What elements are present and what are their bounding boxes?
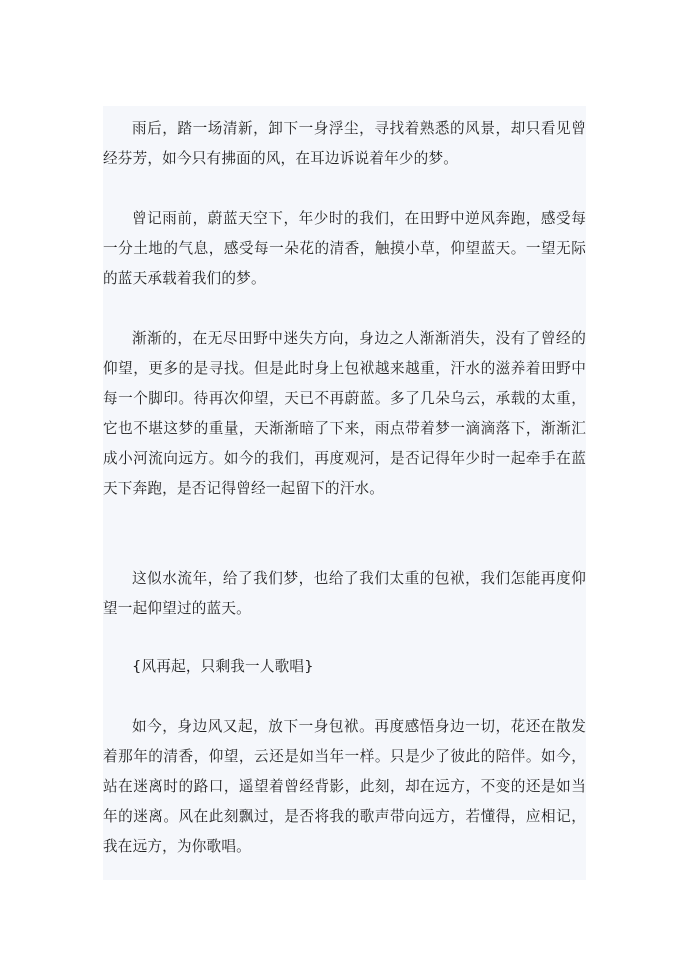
paragraph-2: 曾记雨前，蔚蓝天空下，年少时的我们，在田野中逆风奔跑，感受每一分土地的气息，感受每一朵花的清香，触摸小草，仰望蓝天。一望无际的蓝天承载着我们的梦。	[103, 210, 586, 287]
text-block	[103, 106, 586, 880]
paragraph-3: 渐渐的，在无尽田野中迷失方向，身边之人渐渐消失，没有了曾经的仰望，更多的是寻找。但是此时身上包袱越来越重，汗水的滋养着田野中每一个脚印。待再次仰望，天已不再蔚蓝。多了几朵乌云，承载的太重，它也不堪这梦的重量，天渐渐暗了下来，雨点带着梦一滴滴落下，渐渐汇成小河流向远方。如今的我们，再度观河，是否记得年少时一起牵手在蓝天下奔跑，是否记得曾经一起留下的汗水。	[103, 330, 586, 497]
paragraph-4: 这似水流年，给了我们梦，也给了我们太重的包袱，我们怎能再度仰望一起仰望过的蓝天。	[103, 570, 586, 617]
paragraph-5-heading: {风再起，只剩我一人歌唱}	[132, 658, 314, 675]
paragraph-1: 雨后，踏一场清新，卸下一身浮尘，寻找着熟悉的风景，却只看见曾经芬芳，如今只有拂面的风，在耳边诉说着年少的梦。	[103, 120, 586, 167]
paragraph-6: 如今，身边风又起，放下一身包袱。再度感悟身边一切，花还在散发着那年的清香，仰望，云还是如当年一样。只是少了彼此的陪伴。如今，站在迷离时的路口，遥望着曾经背影，此刻，却在远方，不变的还是如当年的迷离。风在此刻飘过，是否将我的歌声带向远方，若懂得，应相记，我在远方，为你歌唱。	[103, 718, 586, 855]
